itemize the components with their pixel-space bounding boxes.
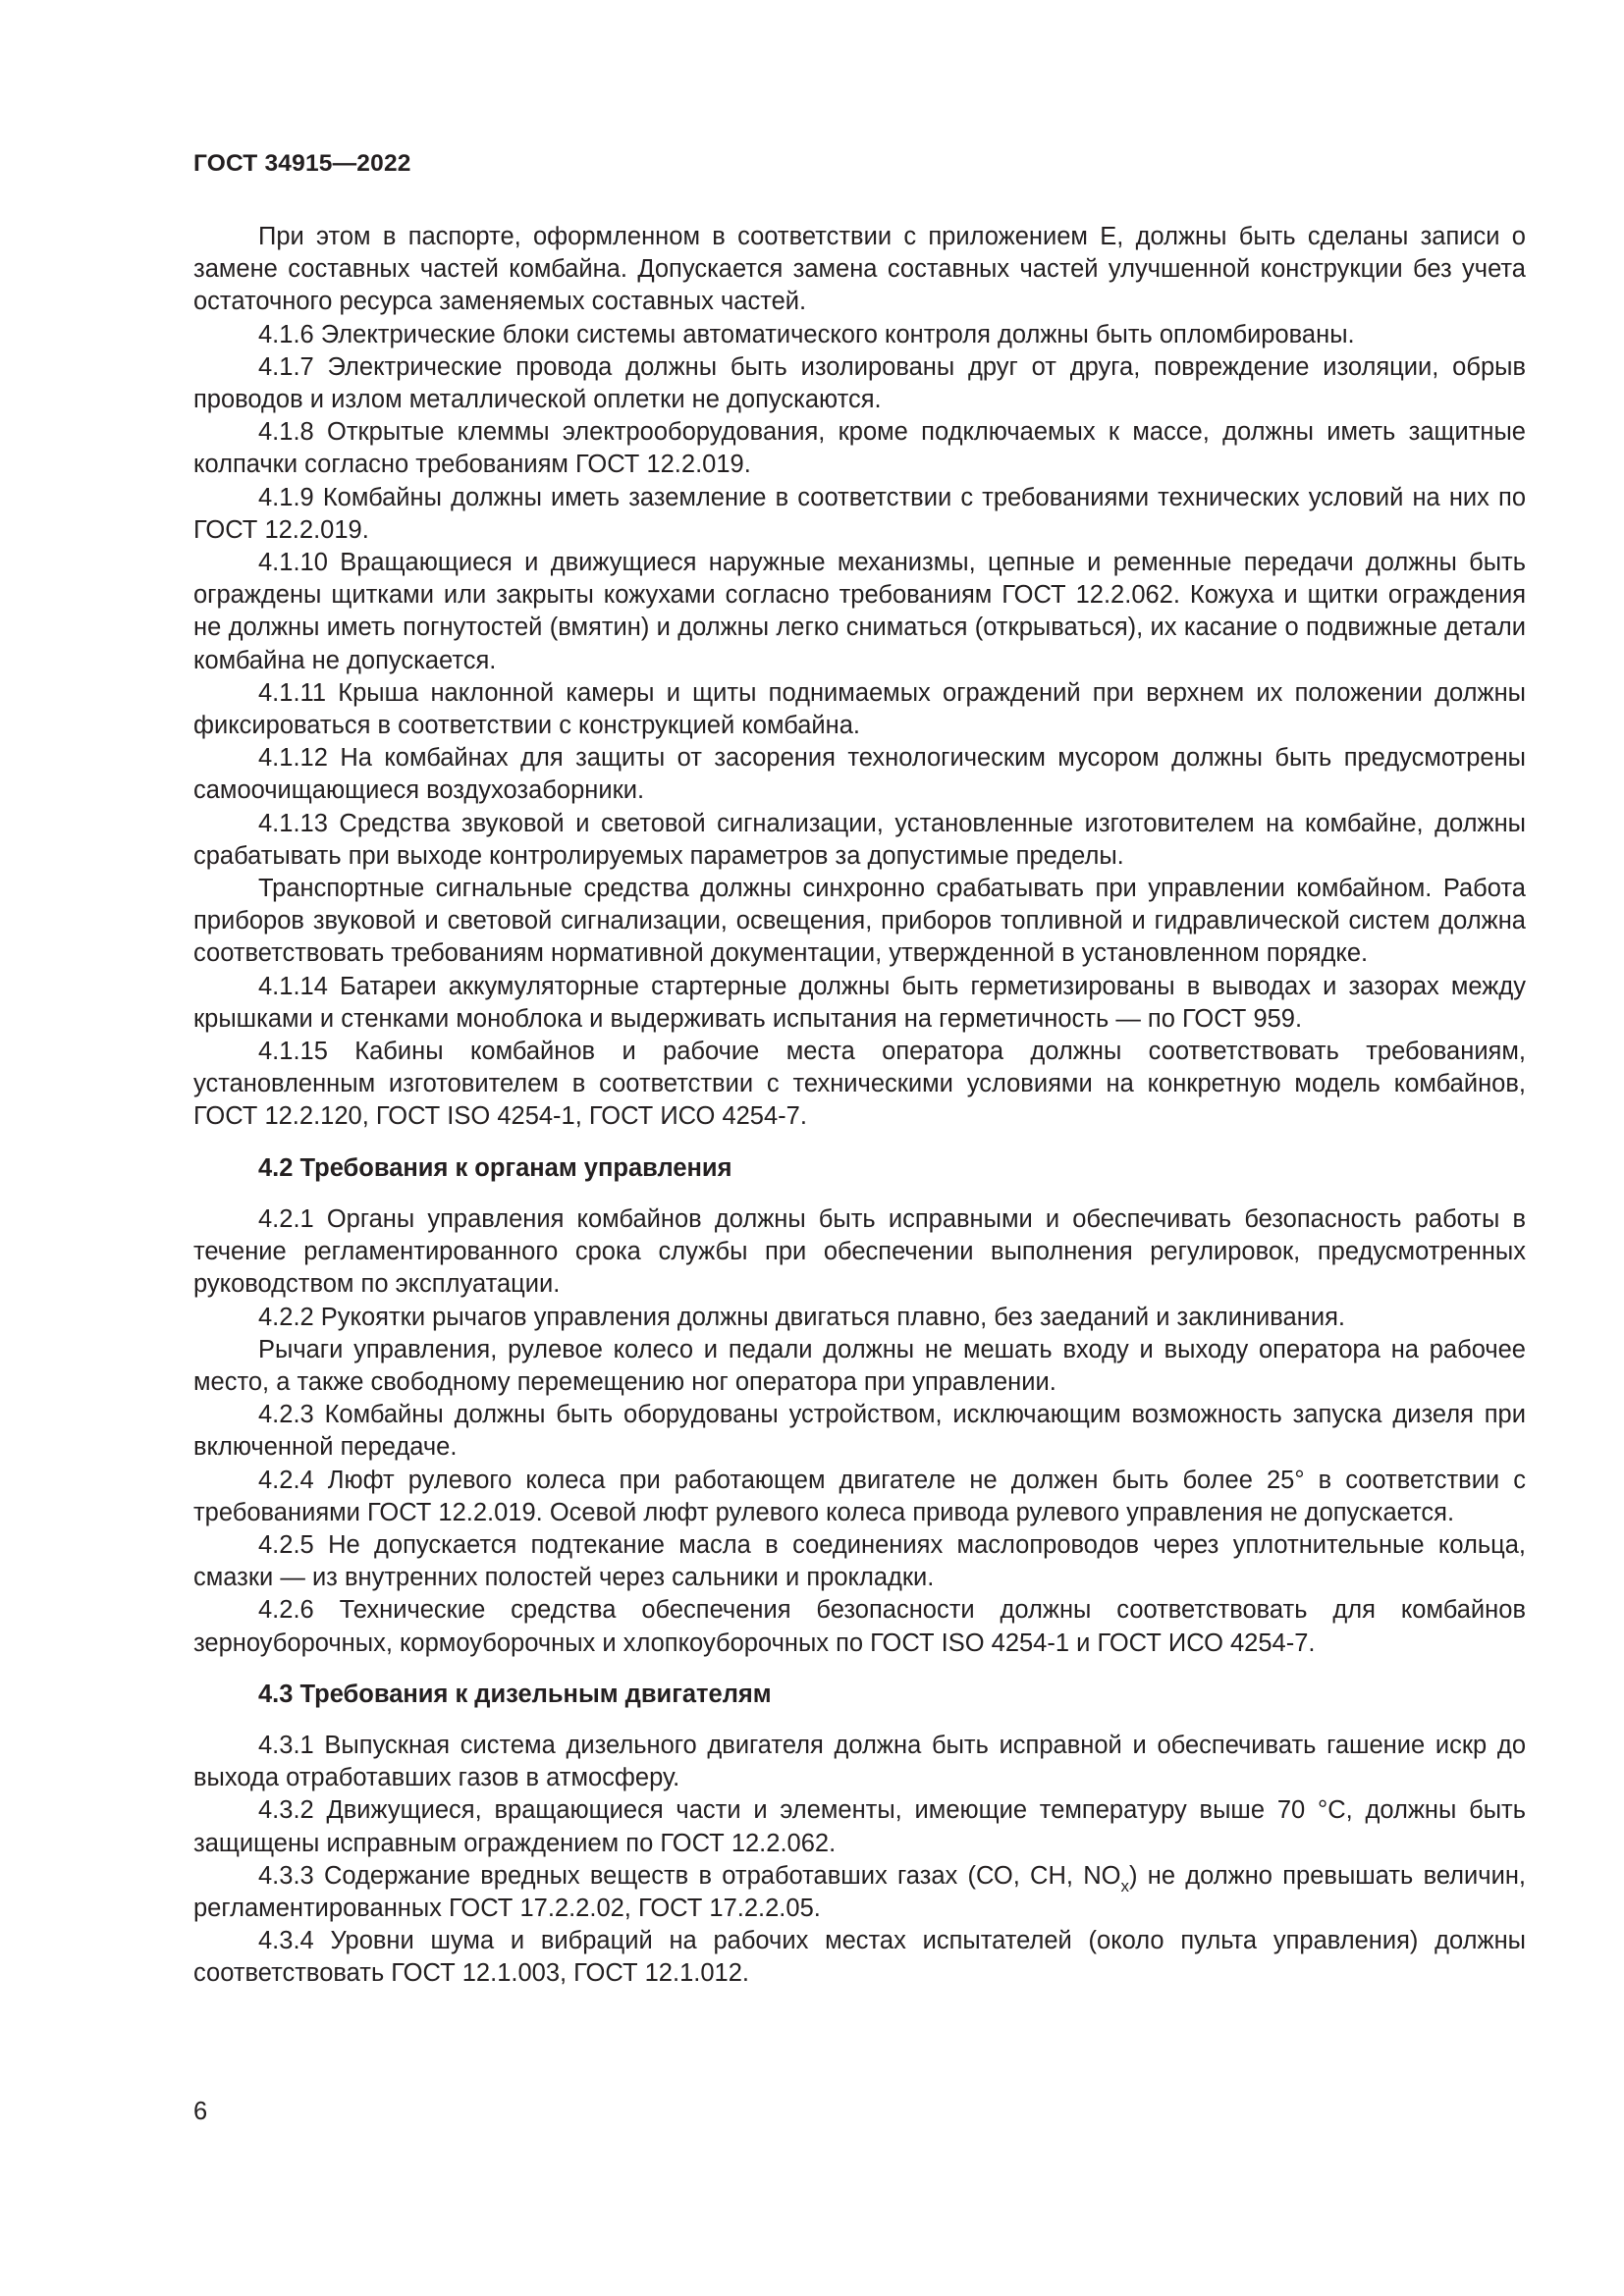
document-code-header: ГОСТ 34915—2022: [193, 150, 411, 177]
paragraph-4-1-13: 4.1.13 Средства звуковой и световой сигнализации, установленные изготовителем на комбайне, должны срабатывать при выходе контролируемых параметров за допустимые пределы.: [193, 809, 1526, 870]
paragraph-4-3-1: 4.3.1 Выпускная система дизельного двигателя должна быть исправной и обеспечивать гашение искр до выхода отработавших газов в атмосферу.: [193, 1731, 1526, 1792]
section-heading-4-2: 4.2 Требования к органам управления: [258, 1153, 732, 1182]
paragraph-4-1-14: 4.1.14 Батареи аккумуляторные стартерные должны быть герметизированы в выводах и зазорах между крышками и стенками моноблока и выдерживать испытания на герметичность — по ГОСТ 959.: [193, 972, 1526, 1033]
paragraph-4-1-9: 4.1.9 Комбайны должны иметь заземление в соответствии с требованиями технических условий на них по ГОСТ 12.2.019.: [193, 483, 1526, 544]
paragraph-4-1-11: 4.1.11 Крыша наклонной камеры и щиты поднимаемых ограждений при верхнем их положении должны фиксироваться в соответствии с конструкцией комбайна.: [193, 678, 1526, 740]
paragraph-4-3-4: 4.3.4 Уровни шума и вибраций на рабочих местах испытателей (около пульта управления) должны соответствовать ГОСТ 12.1.003, ГОСТ 12.1.012.: [193, 1927, 1526, 1988]
paragraph-4-1-10: 4.1.10 Вращающиеся и движущиеся наружные механизмы, цепные и ременные передачи должны быть ограждены щитками или закрыты кожухами согласно требованиям ГОСТ 12.2.062. Кожуха и щитки ограждения не должны иметь погнутостей (вмятин) и должны легко сниматься (открываться), их касание о подвижные детали комбайна не допускается.: [193, 549, 1526, 674]
paragraph-4-2-3: 4.2.3 Комбайны должны быть оборудованы устройством, исключающим возможность запуска дизеля при включенной передаче.: [193, 1401, 1526, 1462]
paragraph-4-2-2-levers: Рычаги управления, рулевое колесо и педали должны не мешать входу и выходу оператора на рабочее место, а также свободному перемещению ног оператора при управлении.: [193, 1335, 1526, 1396]
paragraph-4-3-3-end: ) не должно превышать величин, регламентированных ГОСТ 17.2.2.02, ГОСТ 17.2.2.05.: [193, 1861, 1526, 1922]
paragraph-4-2-4: 4.2.4 Люфт рулевого колеса при работающем двигателе не должен быть более 25° в соответствии с требованиями ГОСТ 12.2.019. Осевой люфт рулевого колеса привода рулевого управления не допускается.: [193, 1466, 1526, 1526]
document-body: [193, 221, 1526, 1991]
paragraph-4-1-6: 4.1.6 Электрические блоки системы автоматического контроля должны быть опломбированы.: [258, 320, 1355, 348]
section-heading-4-3: 4.3 Требования к дизельным двигателям: [258, 1680, 772, 1708]
paragraph-passport-note: При этом в паспорте, оформленном в соответствии с приложением Е, должны быть сделаны записи о замене составных частей комбайна. Допускается замена составных частей улучшенной конструкции без учета остаточного ресурса заменяемых составных частей.: [193, 223, 1526, 316]
nox-subscript: x: [1120, 1876, 1129, 1896]
paragraph-4-3-2: 4.3.2 Движущиеся, вращающиеся части и элементы, имеющие температуру выше 70 °С, должны быть защищены исправным ограждением по ГОСТ 12.2.062.: [193, 1796, 1526, 1857]
paragraph-4-3-3: [193, 1860, 1526, 1925]
page-number: 6: [193, 2098, 208, 2125]
paragraph-4-3-3-start: 4.3.3 Содержание вредных веществ в отработавших газах (СО, СН, NO: [258, 1861, 1121, 1890]
paragraph-4-1-12: 4.1.12 На комбайнах для защиты от засорения технологическим мусором должны быть предусмотрены самоочищающиеся воздухозаборники.: [193, 744, 1526, 805]
paragraph-4-1-8: 4.1.8 Открытые клеммы электрооборудования, кроме подключаемых к массе, должны иметь защитные колпачки согласно требованиям ГОСТ 12.2.019.: [193, 418, 1526, 479]
paragraph-4-1-13-signals: Транспортные сигнальные средства должны синхронно срабатывать при управлении комбайном. Работа приборов звуковой и световой сигнализации, освещения, приборов топливной и гидравлической систем должна соответствовать требованиям нормативной документации, утвержденной в установленном порядке.: [193, 875, 1526, 968]
paragraph-4-2-1: 4.2.1 Органы управления комбайнов должны быть исправными и обеспечивать безопасность работы в течение регламентированного срока службы при обеспечении выполнения регулировок, предусмотренных руководством по эксплуатации.: [193, 1204, 1526, 1299]
paragraph-4-2-5: 4.2.5 Не допускается подтекание масла в соединениях маслопроводов через уплотнительные кольца, смазки — из внутренних полостей через сальники и прокладки.: [193, 1530, 1526, 1592]
paragraph-4-1-15: 4.1.15 Кабины комбайнов и рабочие места оператора должны соответствовать требованиям, установленным изготовителем в соответствии с техническими условиями на конкретную модель комбайнов, ГОСТ 12.2.120, ГОСТ ISO 4254-1, ГОСТ ИСО 4254-7.: [193, 1038, 1526, 1131]
paragraph-4-2-2: 4.2.2 Рукоятки рычагов управления должны двигаться плавно, без заеданий и заклинивания.: [258, 1303, 1345, 1331]
paragraph-4-1-7: 4.1.7 Электрические провода должны быть изолированы друг от друга, повреждение изоляции, обрыв проводов и излом металлической оплетки не допускаются.: [193, 352, 1526, 414]
paragraph-4-2-6: 4.2.6 Технические средства обеспечения безопасности должны соответствовать для комбайнов зерноуборочных, кормоуборочных и хлопкоуборочных по ГОСТ ISO 4254-1 и ГОСТ ИСО 4254-7.: [193, 1596, 1526, 1657]
